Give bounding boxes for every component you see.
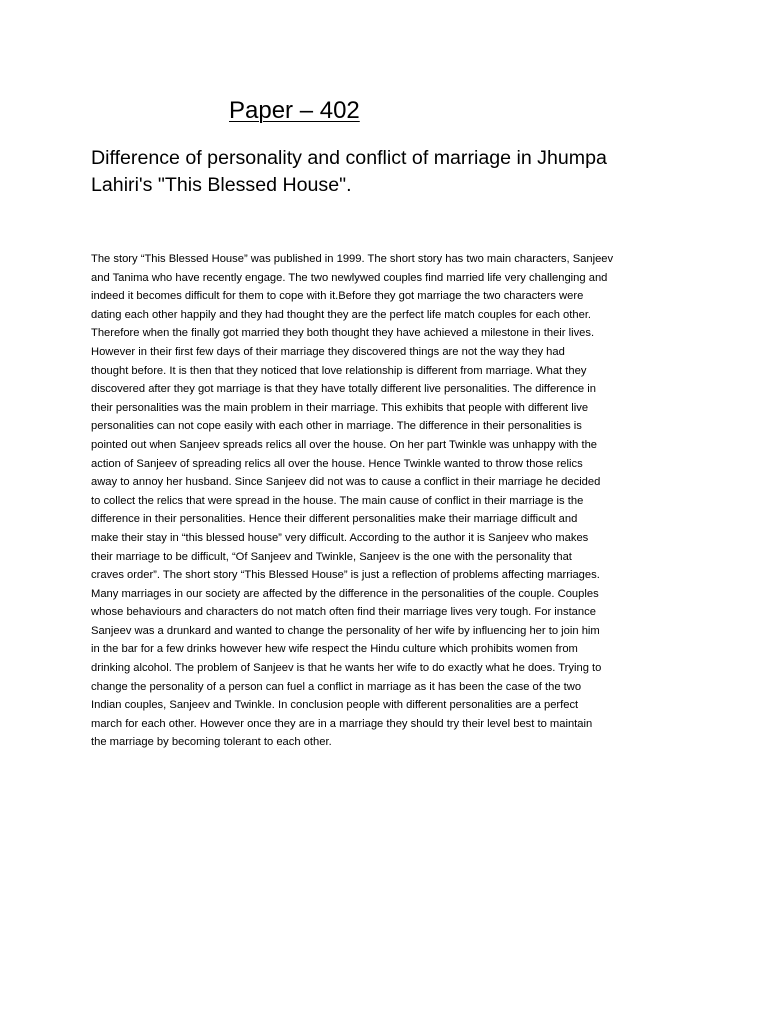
body-line: Many marriages in our society are affected by the difference in the personalities of the couple. Couples [91, 587, 599, 600]
body-line: drinking alcohol. The problem of Sanjeev is that he wants her wife to do exactly what he does. Trying to [91, 662, 602, 675]
essay-body [91, 250, 691, 752]
body-line: to collect the relics that were spread in the house. The main cause of conflict in their marriage is the [91, 494, 584, 507]
body-line: whose behaviours and characters do not match often find their marriage lives very tough. For instance [91, 606, 596, 619]
body-line: action of Sanjeev of spreading relics all over the house. Hence Twinkle wanted to throw those relics [91, 457, 583, 470]
essay-title [91, 145, 691, 199]
body-line: change the personality of a person can fuel a conflict in marriage as it has been the case of the two [91, 680, 582, 693]
body-line: difference in their personalities. Hence their different personalities make their marriage difficult and [91, 513, 578, 526]
body-line: and Tanima who have recently engage. The two newlywed couples find married life very challenging and [91, 271, 608, 284]
body-line: thought before. It is then that they noticed that love relationship is different from marriage. What they [91, 364, 587, 377]
body-line: The story “This Blessed House” was published in 1999. The short story has two main characters, Sanjeev [91, 253, 614, 265]
body-line: the marriage by becoming tolerant to each other. [91, 736, 332, 749]
body-line: their marriage to be difficult, “Of Sanjeev and Twinkle, Sanjeev is the one with the personality that [91, 550, 572, 563]
body-line: However in their first few days of their marriage they discovered things are not the way they had [91, 345, 565, 358]
body-line: discovered after they got marriage is that they have totally different live personalities. The difference in [91, 383, 596, 396]
body-line: in the bar for a few drinks however hew wife respect the Hindu culture which prohibits women from [91, 643, 578, 656]
body-line: their personalities was the main problem in their marriage. This exhibits that people with different live [91, 401, 589, 414]
body-line: march for each other. However once they are in a marriage they should try their level best to maintain [91, 717, 593, 730]
essay-title-line: Lahiri's "This Blessed House". [91, 174, 352, 196]
paper-title: Paper – 402 [229, 97, 360, 124]
body-line: Indian couples, Sanjeev and Twinkle. In conclusion people with different personalities are a perfect [91, 699, 579, 712]
body-line: indeed it becomes difficult for them to cope with it.Before they got marriage the two characters were [91, 290, 584, 303]
essay-title-line: Difference of personality and conflict of marriage in Jhumpa [91, 147, 607, 169]
body-line: dating each other happily and they had thought they are the perfect life match couples for each other. [91, 308, 592, 321]
body-line: pointed out when Sanjeev spreads relics all over the house. On her part Twinkle was unhappy with the [91, 438, 598, 451]
body-line: craves order”. The short story “This Blessed House” is just a reflection of problems affecting marriages. [91, 569, 600, 582]
body-line: Therefore when the finally got married they both thought they have achieved a milestone in their lives. [91, 327, 595, 340]
body-line: away to annoy her husband. Since Sanjeev did not was to cause a conflict in their marriage he decided [91, 476, 601, 489]
body-line: make their stay in “this blessed house” very difficult. According to the author it is Sanjeev who makes [91, 531, 589, 544]
body-line: Sanjeev was a drunkard and wanted to change the personality of her wife by influencing her to join him [91, 624, 600, 637]
body-line: personalities can not cope easily with each other in marriage. The difference in their personalities is [91, 420, 582, 433]
